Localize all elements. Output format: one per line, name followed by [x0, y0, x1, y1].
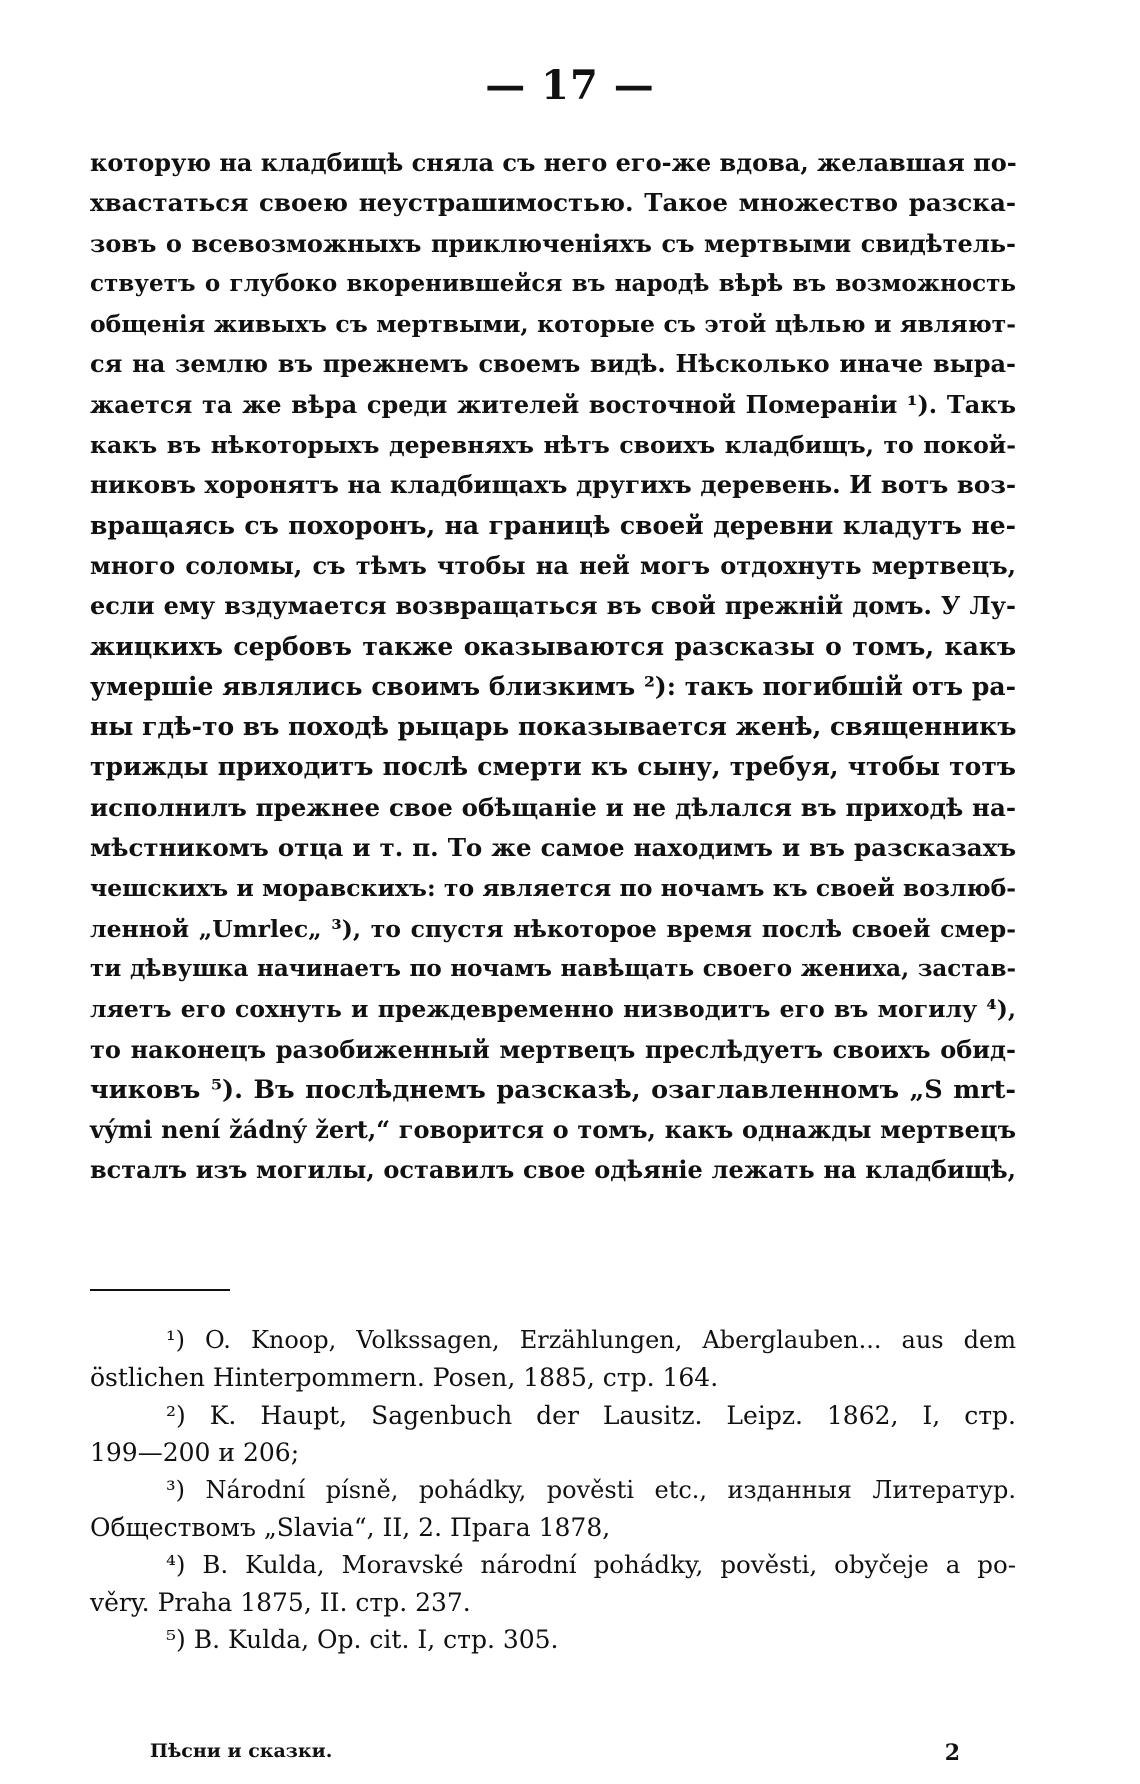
text-line: зовъ о всевозможныхъ приключеніяхъ съ мертвыми свидѣтель- — [90, 228, 1016, 258]
text-line: вращаясь съ похоронъ, на границѣ своей деревни кладутъ не- — [90, 510, 1016, 540]
text-line: которую на кладбищѣ сняла съ него его-же вдова, желавшая по- — [90, 148, 1017, 177]
text-line: ленной „Umrlec„ ³), то спустя нѣкоторое время послѣ своей смер- — [90, 914, 1016, 943]
text-line: если ему вздумается возвращаться въ свой прежній домъ. У Лу- — [90, 591, 1016, 621]
text-line: много соломы, съ тѣмъ чтобы на ней могъ отдохнуть мертвецъ, — [90, 550, 1016, 580]
text-line: мѣстникомъ отца и т. п. То же самое находимъ и въ разсказахъ — [90, 833, 1016, 863]
text-line: общенія живыхъ съ мертвыми, которые съ этой цѣлью и являют- — [90, 310, 1016, 339]
signature-number: 2 — [944, 1740, 960, 1766]
page-number: — 17 — — [485, 62, 655, 109]
text-line: никовъ хоронятъ на кладбищахъ другихъ деревень. И вотъ воз- — [90, 470, 1016, 500]
text-line: умершіе являлись своимъ близкимъ ²): такъ погибшій отъ ра- — [90, 671, 1016, 701]
footnote-line: ³) Národní písně, pohádky, pověsti etc., изданныя Литератур. — [166, 1475, 1016, 1504]
text-line: какъ въ нѣкоторыхъ деревняхъ нѣтъ своихъ кладбищъ, то покой- — [90, 431, 1016, 460]
footnote-line: ⁵) B. Kulda, Op. cit. I, стр. 305. — [166, 1625, 559, 1655]
text-line: хвастаться своею неустрашимостью. Такое множество разска- — [90, 188, 1016, 218]
text-line: исполнилъ прежнее свое обѣщаніе и не дѣлался въ приходѣ на- — [90, 792, 1016, 822]
text-line: ляетъ его сохнуть и преждевременно низводитъ его въ могилу ⁴), — [90, 995, 1016, 1024]
footnote-line: ⁴) B. Kulda, Moravské národní pohádky, pověsti, obyčeje a po- — [166, 1550, 1016, 1580]
footnote-line: 199—200 и 206; — [90, 1438, 300, 1468]
text-line: ны гдѣ-то въ походѣ рыцарь показывается женѣ, священникъ — [90, 712, 1017, 742]
text-line: всталъ изъ могилы, оставилъ свое одѣяніе лежать на кладбищѣ, — [90, 1155, 1016, 1185]
text-line: ся на землю въ прежнемъ своемъ видѣ. Нѣсколько иначе выра- — [90, 349, 1016, 379]
footnotes — [90, 1322, 1016, 1659]
text-line: трижды приходитъ послѣ смерти къ сыну, требуя, чтобы тотъ — [90, 752, 1016, 782]
text-line: жается та же вѣра среди жителей восточной Помераніи ¹). Такъ — [90, 389, 1016, 419]
footnote-line: ¹) O. Knoop, Volkssagen, Erzählungen, Aberglauben... aus dem — [166, 1326, 1016, 1354]
text-line: то наконецъ разобиженный мертвецъ преслѣдуетъ своихъ обид- — [90, 1034, 1016, 1064]
footnote-line: ²) K. Haupt, Sagenbuch der Lausitz. Leipz. 1862, I, стр. — [166, 1400, 1016, 1430]
text-line: чиковъ ⁵). Въ послѣднемъ разсказѣ, озаглавленномъ „S mrt- — [90, 1074, 1016, 1105]
footnote-line: östlichen Hinterpommern. Posen, 1885, стр. 164. — [90, 1363, 719, 1393]
signature-title: Пѣсни и сказки. — [150, 1740, 333, 1762]
text-line: ти дѣвушка начинаетъ по ночамъ навѣщать своего жениха, застав- — [90, 954, 1016, 982]
footnote-line: věry. Praha 1875, II. стр. 237. — [90, 1587, 471, 1617]
text-line: ствуетъ о глубоко вкоренившейся въ народѣ вѣрѣ въ возможность — [90, 269, 1016, 297]
text-line: vými není žádný žert,“ говорится о томъ, какъ однажды мертвецъ — [90, 1115, 1016, 1145]
main-text — [90, 143, 1016, 1191]
page-footer — [150, 1740, 960, 1770]
text-line: чешскихъ и моравскихъ: то является по ночамъ къ своей возлюб- — [90, 874, 1016, 903]
footnote-line: Обществомъ „Slavia“, II, 2. Прага 1878, — [90, 1512, 611, 1542]
text-line: жицкихъ сербовъ также оказываются разсказы о томъ, какъ — [90, 631, 1016, 661]
footnote-separator — [90, 1289, 230, 1291]
